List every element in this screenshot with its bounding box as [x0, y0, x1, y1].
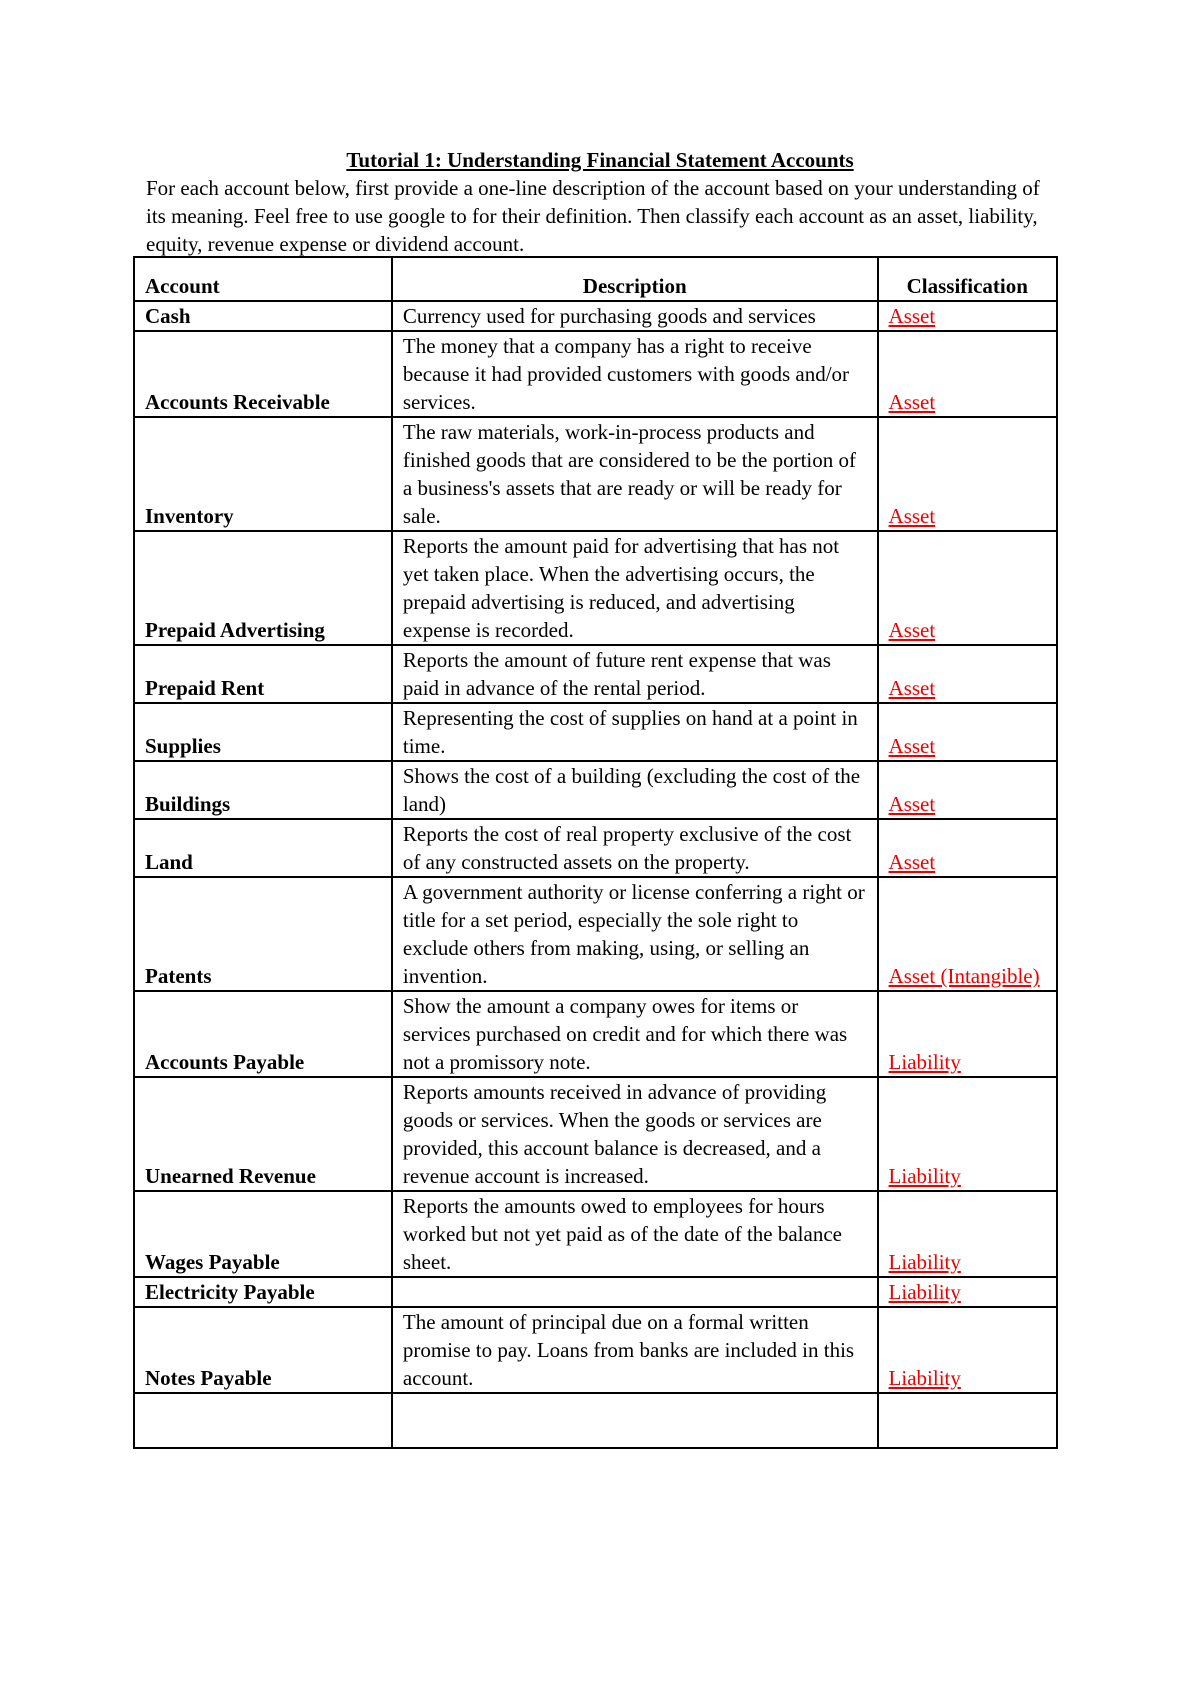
account-name: Electricity Payable	[134, 1277, 392, 1307]
empty-description-cell[interactable]	[392, 1393, 878, 1448]
classification-cell	[878, 301, 1057, 331]
classification-link[interactable]: Liability	[888, 1366, 961, 1390]
classification-link[interactable]: Liability	[888, 1280, 961, 1304]
account-name: Supplies	[134, 703, 392, 761]
table-row	[134, 1077, 1057, 1191]
account-description[interactable]	[392, 1277, 878, 1307]
header-description: Description	[392, 257, 878, 301]
table-row	[134, 301, 1057, 331]
table-body	[134, 301, 1057, 1448]
account-description[interactable]: Show the amount a company owes for items or services purchased on credit and for which there was not a promissory note.	[392, 991, 878, 1077]
accounts-table	[133, 256, 1058, 1449]
account-name: Cash	[134, 301, 392, 331]
classification-cell	[878, 761, 1057, 819]
account-description[interactable]: Reports amounts received in advance of providing goods or services. When the goods or services are provided, this account balance is decreased, and a revenue account is increased.	[392, 1077, 878, 1191]
account-description[interactable]: Reports the cost of real property exclusive of the cost of any constructed assets on the property.	[392, 819, 878, 877]
account-name: Accounts Receivable	[134, 331, 392, 417]
classification-link[interactable]: Asset	[888, 618, 936, 642]
table-row	[134, 819, 1057, 877]
classification-cell	[878, 417, 1057, 531]
classification-cell	[878, 1277, 1057, 1307]
table-row	[134, 703, 1057, 761]
account-description[interactable]: Shows the cost of a building (excluding the cost of the land)	[392, 761, 878, 819]
account-name: Buildings	[134, 761, 392, 819]
account-name: Prepaid Rent	[134, 645, 392, 703]
account-description[interactable]: Representing the cost of supplies on hand at a point in time.	[392, 703, 878, 761]
classification-cell	[878, 819, 1057, 877]
account-name: Notes Payable	[134, 1307, 392, 1393]
classification-cell	[878, 991, 1057, 1077]
account-name: Inventory	[134, 417, 392, 531]
account-description[interactable]: Reports the amount paid for advertising that has not yet taken place. When the advertising occurs, the prepaid advertising is reduced, and advertising expense is recorded.	[392, 531, 878, 645]
empty-classification-cell[interactable]	[878, 1393, 1057, 1448]
classification-cell	[878, 703, 1057, 761]
account-description[interactable]: Currency used for purchasing goods and services	[392, 301, 878, 331]
account-name: Prepaid Advertising	[134, 531, 392, 645]
classification-cell	[878, 531, 1057, 645]
table-header-row	[134, 257, 1057, 301]
account-name: Accounts Payable	[134, 991, 392, 1077]
classification-link[interactable]: Asset	[888, 390, 936, 414]
instructions-paragraph: For each account below, first provide a one-line description of the account based on your understanding of its meaning. Feel free to use google to for their definition. Then classify each account as an asset, liability, equity, revenue expense or dividend account.	[146, 176, 1040, 256]
classification-cell	[878, 1307, 1057, 1393]
account-description[interactable]: Reports the amounts owed to employees for hours worked but not yet paid as of the date of the balance sheet.	[392, 1191, 878, 1277]
table-row	[134, 1191, 1057, 1277]
classification-cell	[878, 331, 1057, 417]
table-row	[134, 1307, 1057, 1393]
classification-link[interactable]: Asset	[888, 304, 936, 328]
account-description[interactable]: The amount of principal due on a formal written promise to pay. Loans from banks are included in this account.	[392, 1307, 878, 1393]
account-name: Land	[134, 819, 392, 877]
table-row	[134, 991, 1057, 1077]
classification-link[interactable]: Liability	[888, 1164, 961, 1188]
classification-link[interactable]: Asset	[888, 792, 936, 816]
account-description[interactable]: Reports the amount of future rent expense that was paid in advance of the rental period.	[392, 645, 878, 703]
classification-cell	[878, 1191, 1057, 1277]
account-name: Patents	[134, 877, 392, 991]
account-description[interactable]: The money that a company has a right to receive because it had provided customers with goods and/or services.	[392, 331, 878, 417]
empty-account-cell[interactable]	[134, 1393, 392, 1448]
classification-link[interactable]: Asset	[888, 850, 936, 874]
account-description[interactable]: A government authority or license conferring a right or title for a set period, especially the sole right to exclude others from making, using, or selling an invention.	[392, 877, 878, 991]
empty-table-row	[134, 1393, 1057, 1448]
account-name: Unearned Revenue	[134, 1077, 392, 1191]
header-account: Account	[134, 257, 392, 301]
classification-link[interactable]: Asset (Intangible)	[888, 964, 1040, 988]
classification-link[interactable]: Liability	[888, 1050, 961, 1074]
classification-link[interactable]: Asset	[888, 676, 936, 700]
table-row	[134, 331, 1057, 417]
account-name: Wages Payable	[134, 1191, 392, 1277]
classification-cell	[878, 645, 1057, 703]
classification-link[interactable]: Asset	[888, 504, 936, 528]
classification-link[interactable]: Liability	[888, 1250, 961, 1274]
table-row	[134, 417, 1057, 531]
table-row	[134, 877, 1057, 991]
table-row	[134, 531, 1057, 645]
classification-link[interactable]: Asset	[888, 734, 936, 758]
table-row	[134, 761, 1057, 819]
classification-cell	[878, 1077, 1057, 1191]
classification-cell	[878, 877, 1057, 991]
document-title: Tutorial 1: Understanding Financial Statement Accounts	[346, 148, 854, 172]
table-row	[134, 645, 1057, 703]
table-row	[134, 1277, 1057, 1307]
header-classification: Classification	[878, 257, 1057, 301]
account-description[interactable]: The raw materials, work-in-process products and finished goods that are considered to be the portion of a business's assets that are ready or will be ready for sale.	[392, 417, 878, 531]
